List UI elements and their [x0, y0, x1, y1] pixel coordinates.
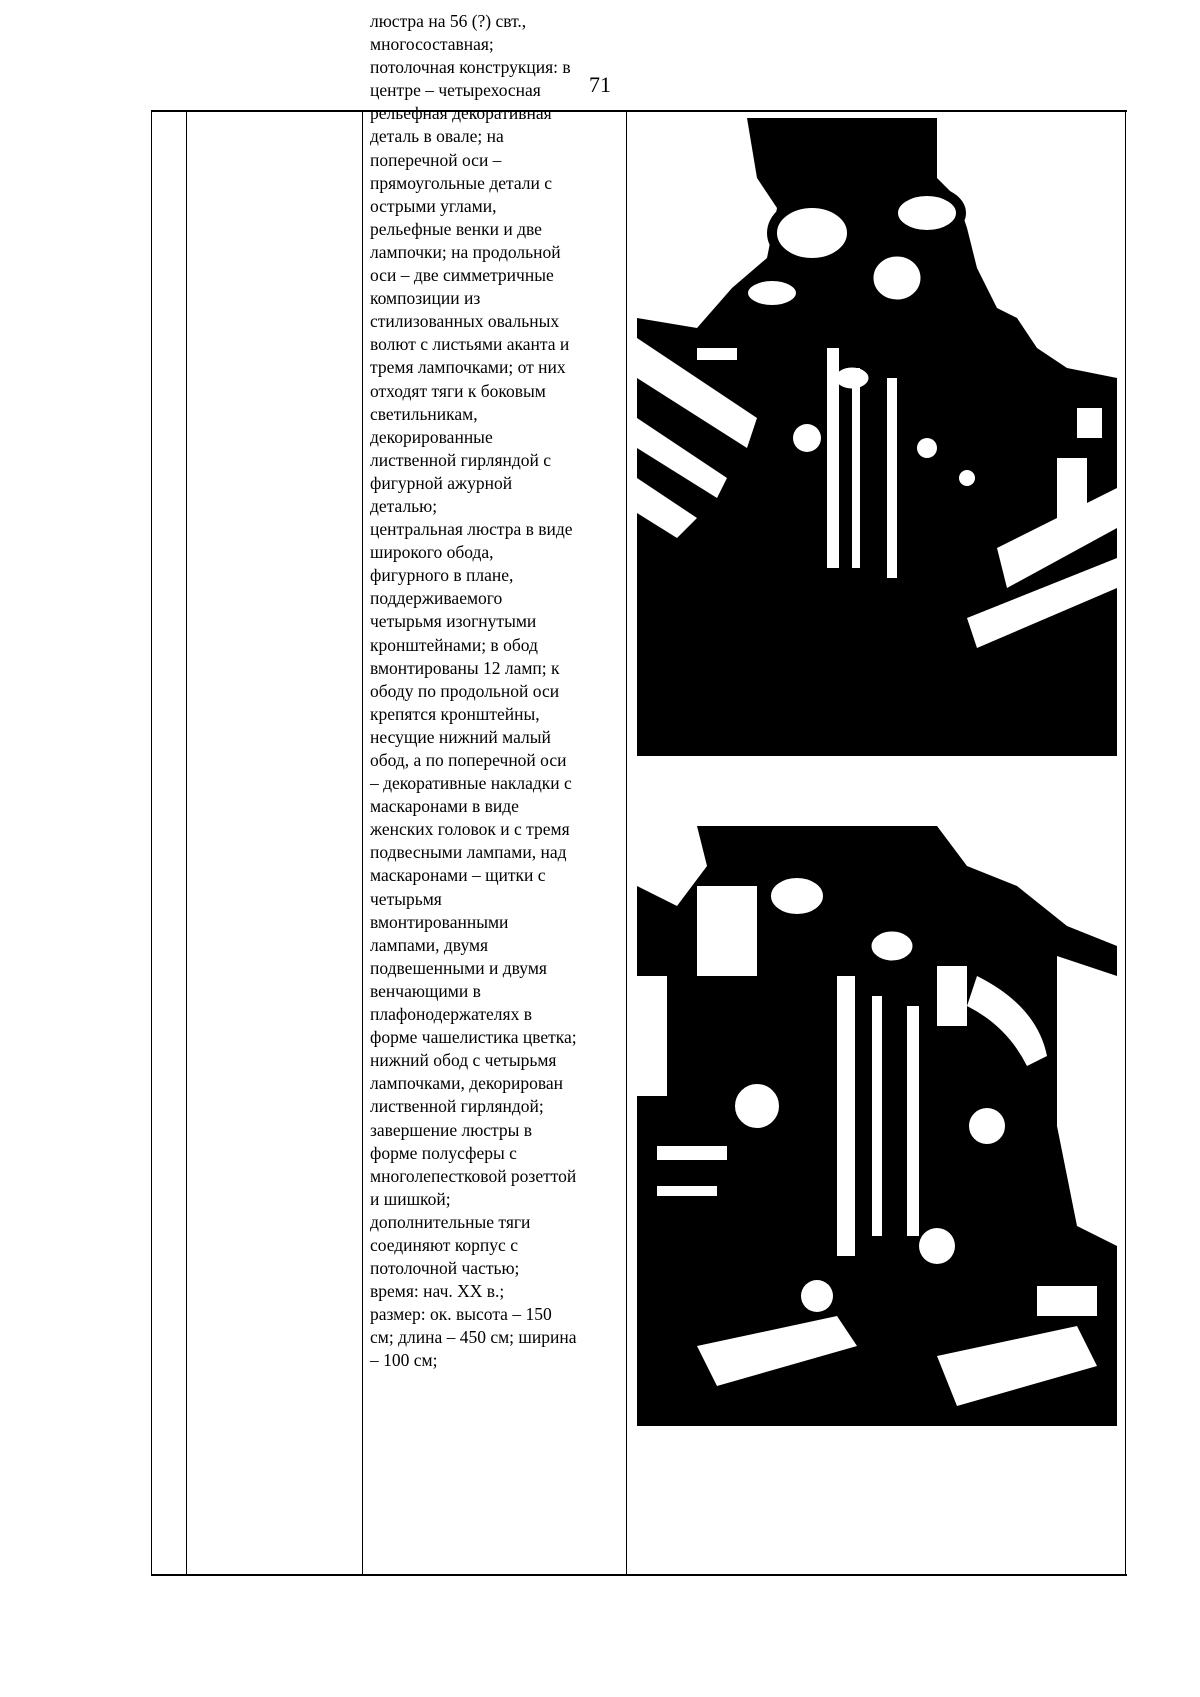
object-description: люстра на 56 (?) свт., многосоставная; потолочная конструкция: в центре – четырехосная рельефная декоративная деталь в овале; на поперечной оси – прямоугольные детали с острыми углами, рельефные венки и две лампочки; на продольной оси – две симметричные композиции из стилизованных овальных волют с листьями аканта и тремя лампочками; от них отходят тяги к боковым светильникам, декорированные лиственной гирляндой с фигурной ажурной деталью; центральная люстра в виде широкого обода, фигурного в плане, поддерживаемого четырьмя изогнутыми кронштейнами; в обод вмонтированы 12 ламп; к ободу по продольной оси крепятся кронштейны, несущие нижний малый обод, а по поперечной оси – декоративные накладки с маскаронами в виде женских головок и с тремя подвесными лампами, над маскаронами – щитки с четырьмя вмонтированными лампами, двумя подвешенными и двумя венчающими в плафонодержателях в форме чашелистика цветка; нижний обод с четырьмя лампочками, декорирован лиственной гирляндой; завершение люстры в форме полусферы с многолепестковой розеттой и шишкой; дополнительные тяги соединяют корпус с потолочной частью; время: нач. XX в.; размер: ок. высота – 150 см; длина – 450 см; ширина – 100 см; [370, 11, 577, 1371]
page-number: 71 [589, 72, 611, 97]
table-left-border [151, 112, 152, 1574]
chandelier-photo-ceiling-icon [637, 118, 1117, 756]
chandelier-photo-closeup-icon [637, 826, 1117, 1426]
table-right-border [1125, 112, 1126, 1574]
column-divider-1 [186, 112, 187, 1574]
chandelier-photo-ceiling-graphic [637, 118, 1117, 756]
column-divider-3 [626, 112, 627, 1574]
column-divider-2 [362, 112, 363, 1574]
chandelier-photo-closeup-graphic [637, 826, 1117, 1426]
